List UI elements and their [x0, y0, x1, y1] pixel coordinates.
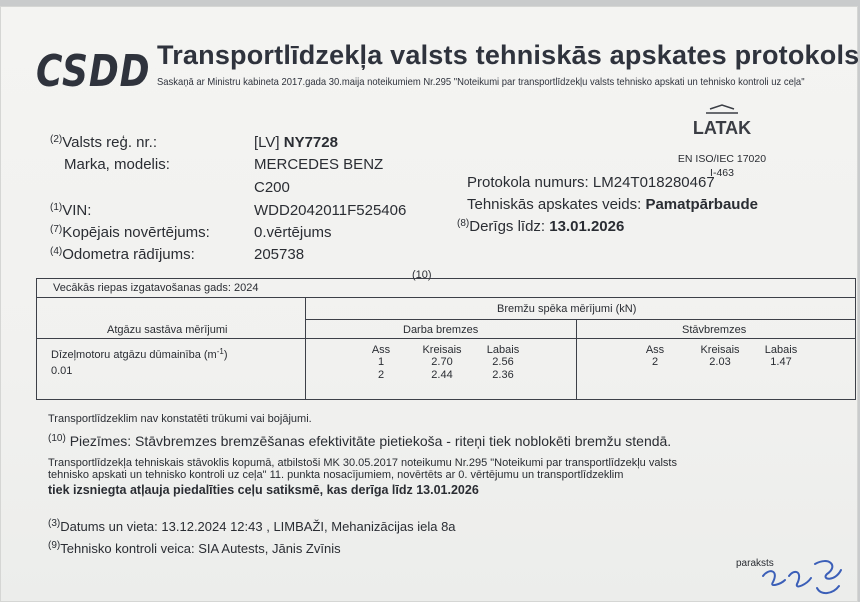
inspection-type: Tehniskās apskates veids: Pamatpārbaude [467, 196, 758, 213]
valid-until: $^{(8)}$Derīgs līdz: 13.01.2026 [457, 218, 625, 235]
service-axle-2: 2 [377, 369, 385, 381]
exhaust-header: Atgāzu sastāva mērījumi [107, 324, 228, 336]
parking-col-axle: Ass [645, 344, 665, 356]
vin-label: $^{(1)}$VIN: [50, 202, 92, 219]
conclusion-line-1: Transportlīdzekļa tehniskais stāvoklis kopumā, atbilstoši MK 30.05.2017 noteikumu Nr.295 "Noteikumi par transportlīdzekļu valsts [48, 457, 677, 469]
signature-label: paraksts [736, 558, 774, 569]
service-left-2: 2.44 [431, 369, 453, 381]
service-brake-header: Darba bremzes [403, 324, 479, 336]
latak-mark: LATAK [692, 118, 752, 138]
parking-brake-header: Stāvbremzes [682, 324, 747, 336]
csdd-logo: CSDD [36, 46, 151, 97]
vin-value: WDD2042011F525406 [254, 202, 407, 219]
document-subtitle: Saskaņā ar Ministru kabineta 2017.gada 30.maija noteikumiem Nr.295 "Noteikumi par transportlīdzekļu valsts tehnisko apskati un tehnisko kontroli uz ceļa" [157, 76, 805, 88]
date-place: $^{(3)}$Datums un vieta: 13.12.2024 12:43 , LIMBAŽI, Mehanizācijas iela 8a [48, 518, 456, 534]
odometer-value: 205738 [254, 246, 305, 263]
model-value: C200 [254, 179, 290, 196]
make-label: Marka, modelis: [64, 156, 170, 173]
protocol-document [0, 6, 858, 602]
conclusion-line-3: tiek izsniegta atļauja piedalīties ceļu satiksmē, kas derīga līdz 13.01.2026 [48, 483, 479, 497]
parking-col-left: Kreisais [700, 344, 740, 356]
service-col-right: Labais [486, 344, 520, 356]
make-value: MERCEDES BENZ [254, 156, 384, 173]
table-ref: (10) [412, 269, 432, 281]
service-right-1: 2.56 [492, 356, 514, 368]
accreditation-standard: EN ISO/IEC 17020 [677, 153, 767, 165]
latak-logo-icon [676, 104, 768, 138]
exhaust-value: 0.01 [51, 365, 73, 377]
protocol-number: Protokola numurs: LM24T018280467 [467, 174, 715, 191]
accreditation-number: I-463 [710, 167, 734, 179]
tyre-year: Vecākās riepas izgatavošanas gads: 2024 [53, 282, 259, 294]
service-axle-1: 1 [377, 356, 385, 368]
odometer-label: $^{(4)}$Odometra rādījums: [50, 246, 195, 263]
latak-accreditation [676, 104, 768, 179]
rating-value: 0.vērtējums [254, 224, 332, 241]
service-right-2: 2.36 [492, 369, 514, 381]
reg-value: [LV] NY7728 [254, 134, 338, 151]
exhaust-label: Dīzeļmotoru atgāzu dūmainība $(m^{-1})$ [51, 347, 228, 361]
remarks: $^{(10)}$ Piezīmes: Stāvbremzes bremzēšanas efektivitāte pietiekoša - riteņi tiek noblokēti bremžu stendā. [48, 433, 672, 449]
no-defects-note: Transportlīdzeklim nav konstatēti trūkumi vai bojājumi. [48, 413, 312, 425]
signature-icon [755, 554, 855, 602]
brake-header: Bremžu spēka mērījumi (kN) [497, 303, 637, 315]
document-title: Transportlīdzekļa valsts tehniskās apskates protokols [157, 40, 860, 70]
parking-col-right: Labais [764, 344, 798, 356]
service-left-1: 2.70 [431, 356, 453, 368]
measurements-table [36, 278, 856, 400]
service-col-axle: Ass [371, 344, 391, 356]
conclusion-line-2: tehnisko apskati un tehnisko kontroli uz ceļa" 11. punkta nosacījumiem, novērtēts ar 0. vērtējumu un transportlīdzeklim [48, 469, 624, 481]
parking-right-1: 1.47 [770, 356, 792, 368]
parking-left-1: 2.03 [709, 356, 731, 368]
inspector: $^{(9)}$Tehnisko kontroli veica: SIA Autests, Jānis Zvīnis [48, 540, 341, 556]
parking-axle-1: 2 [651, 356, 659, 368]
reg-label: $^{(2)}$Valsts reģ. nr.: [50, 134, 157, 151]
rating-label: $^{(7)}$Kopējais novērtējums: [50, 224, 210, 241]
service-col-left: Kreisais [422, 344, 462, 356]
